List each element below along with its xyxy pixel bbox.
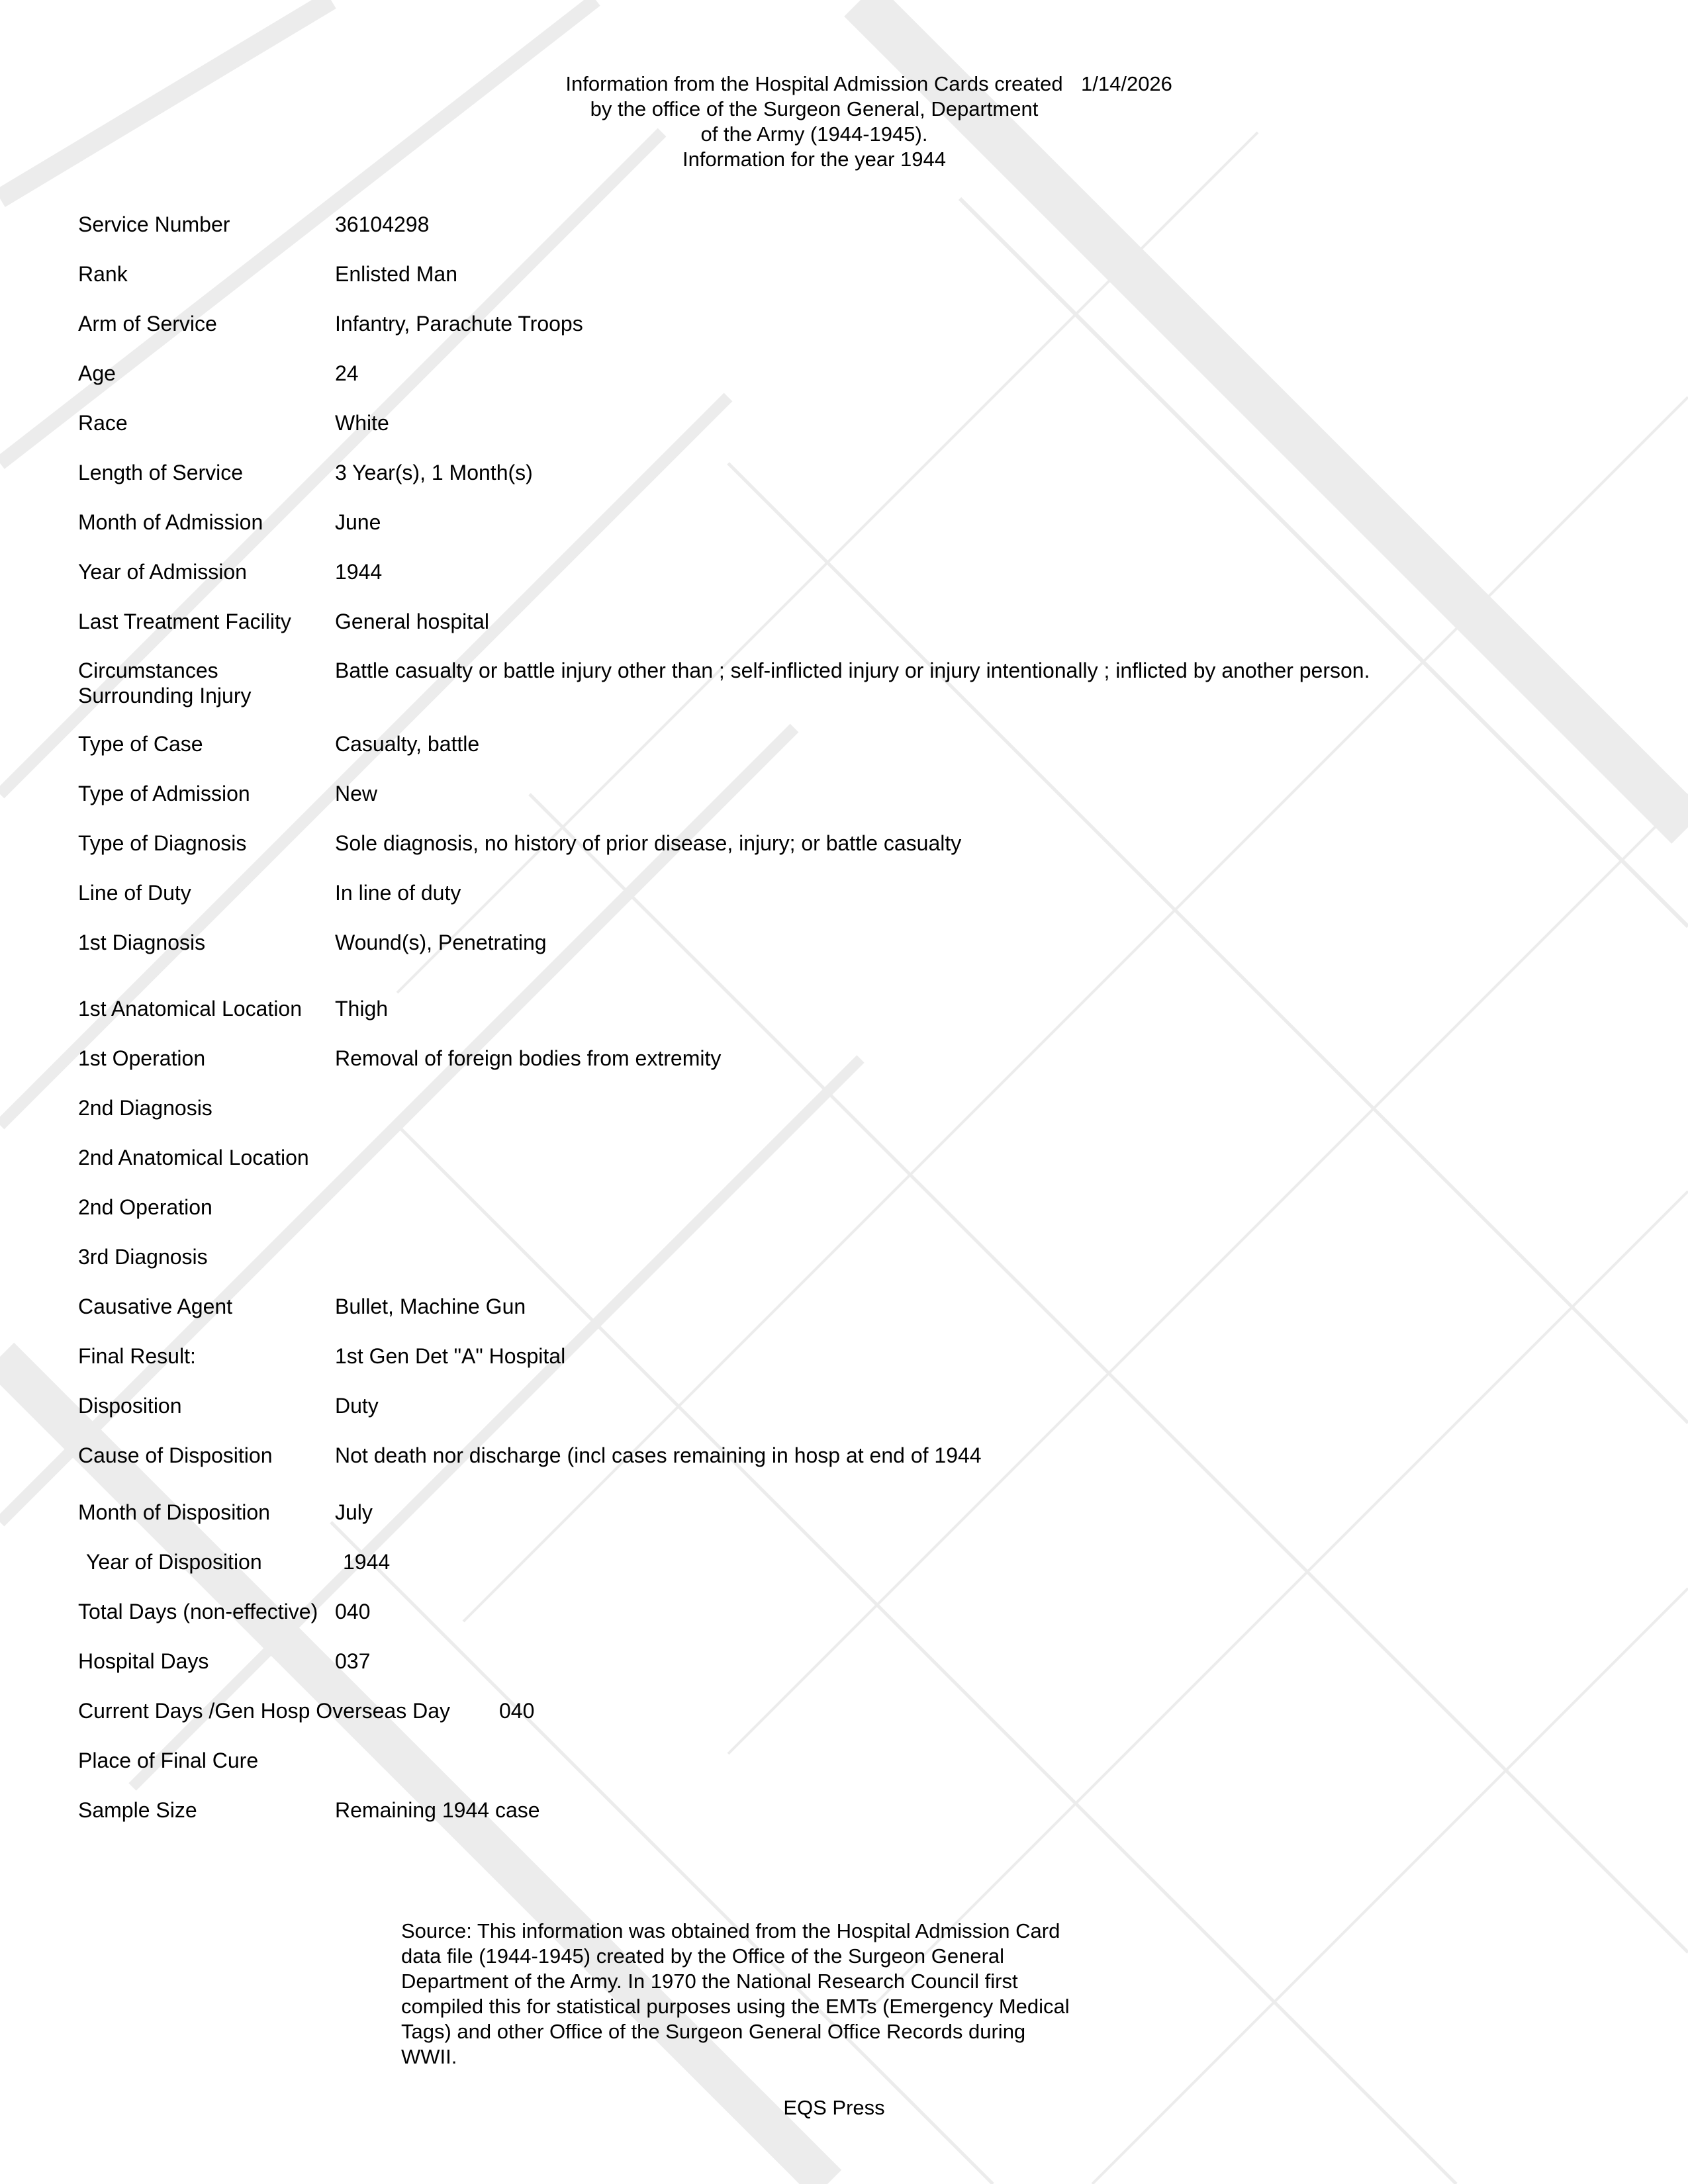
- field-value: Bullet, Machine Gun: [335, 1295, 526, 1318]
- field-label: 1st Diagnosis: [78, 931, 206, 954]
- source-line-6: WWII.: [401, 2045, 457, 2068]
- field-value: Remaining 1944 case: [335, 1798, 540, 1822]
- field-value: July: [335, 1500, 373, 1524]
- field-label: Rank: [78, 262, 128, 286]
- field-value: 1944: [335, 560, 383, 584]
- header-line-2: by the office of the Surgeon General, Department: [590, 97, 1039, 120]
- header-line-1: Information from the Hospital Admission Cards created: [565, 72, 1063, 95]
- field-label: 2nd Anatomical Location: [78, 1146, 309, 1169]
- source-line-3: Department of the Army. In 1970 the National Research Council first: [401, 1970, 1018, 1993]
- field-label: Type of Admission: [78, 782, 250, 805]
- field-label: Circumstances Surrounding Injury: [78, 659, 252, 707]
- field-label: Sample Size: [78, 1798, 197, 1822]
- field-label: Current Days /Gen Hosp Overseas Day: [78, 1699, 450, 1723]
- field-value: Sole diagnosis, no history of prior disease, injury; or battle casualty: [335, 831, 962, 855]
- field-label: Arm of Service: [78, 312, 217, 336]
- field-value: 24: [335, 361, 359, 385]
- field-label: Month of Admission: [78, 510, 263, 534]
- field-value: Casualty, battle: [335, 732, 480, 756]
- publisher-name: EQS Press: [783, 2096, 885, 2119]
- field-value: White: [335, 411, 389, 435]
- field-value: June: [335, 510, 381, 534]
- field-label: Causative Agent: [78, 1295, 233, 1318]
- field-label: 1st Operation: [78, 1046, 206, 1070]
- field-value: Thigh: [335, 997, 389, 1021]
- field-label: 2nd Diagnosis: [78, 1096, 212, 1120]
- field-value: 36104298: [335, 212, 430, 236]
- field-label: Race: [78, 411, 128, 435]
- field-value: Not death nor discharge (incl cases remaining in hosp at end of 1944: [335, 1443, 982, 1467]
- field-label: Cause of Disposition: [78, 1443, 273, 1467]
- field-value: General hospital: [335, 610, 490, 633]
- field-label: Total Days (non-effective): [78, 1600, 318, 1623]
- field-value: 1st Gen Det "A" Hospital: [335, 1344, 566, 1368]
- field-value: New: [335, 782, 378, 805]
- field-label: Hospital Days: [78, 1649, 209, 1673]
- field-value: Removal of foreign bodies from extremity: [335, 1046, 722, 1070]
- field-label: 1st Anatomical Location: [78, 997, 302, 1021]
- source-line-1: Source: This information was obtained from the Hospital Admission Card: [401, 1919, 1060, 1942]
- field-label: Type of Case: [78, 732, 203, 756]
- field-label: Service Number: [78, 212, 230, 236]
- field-value: Duty: [335, 1394, 379, 1418]
- header-line-3: of the Army (1944-1945).: [700, 122, 928, 146]
- field-label: Final Result:: [78, 1344, 196, 1368]
- report-date: 1/14/2026: [1081, 72, 1172, 95]
- field-value: 037: [335, 1649, 371, 1673]
- field-value: Enlisted Man: [335, 262, 457, 286]
- field-label: 2nd Operation: [78, 1195, 212, 1219]
- field-label: Length of Service: [78, 461, 244, 484]
- field-value: 040: [499, 1699, 535, 1723]
- field-label: 3rd Diagnosis: [78, 1245, 208, 1269]
- field-label: Line of Duty: [78, 881, 191, 905]
- field-label: Age: [78, 361, 116, 385]
- field-label: Disposition: [78, 1394, 182, 1418]
- field-label: Type of Diagnosis: [78, 831, 247, 855]
- field-label: Year of Disposition: [86, 1550, 262, 1574]
- field-value: Wound(s), Penetrating: [335, 931, 547, 954]
- field-label: Year of Admission: [78, 560, 247, 584]
- source-line-5: Tags) and other Office of the Surgeon General Office Records during: [401, 2020, 1026, 2043]
- field-value: 1944: [343, 1550, 391, 1574]
- field-value: Infantry, Parachute Troops: [335, 312, 583, 336]
- source-line-2: data file (1944-1945) created by the Office of the Surgeon General: [401, 1944, 1005, 1968]
- header-line-4: Information for the year 1944: [682, 148, 947, 171]
- field-value: Battle casualty or battle injury other than ; self-inflicted injury or injury intentionally ; inflicted by another person.: [335, 659, 1370, 682]
- field-label: Place of Final Cure: [78, 1749, 259, 1772]
- field-value: 040: [335, 1600, 371, 1623]
- field-label: Last Treatment Facility: [78, 610, 291, 633]
- field-value: 3 Year(s), 1 Month(s): [335, 461, 533, 484]
- source-line-4: compiled this for statistical purposes using the EMTs (Emergency Medical: [401, 1995, 1070, 2018]
- field-value: In line of duty: [335, 881, 461, 905]
- field-label: Month of Disposition: [78, 1500, 270, 1524]
